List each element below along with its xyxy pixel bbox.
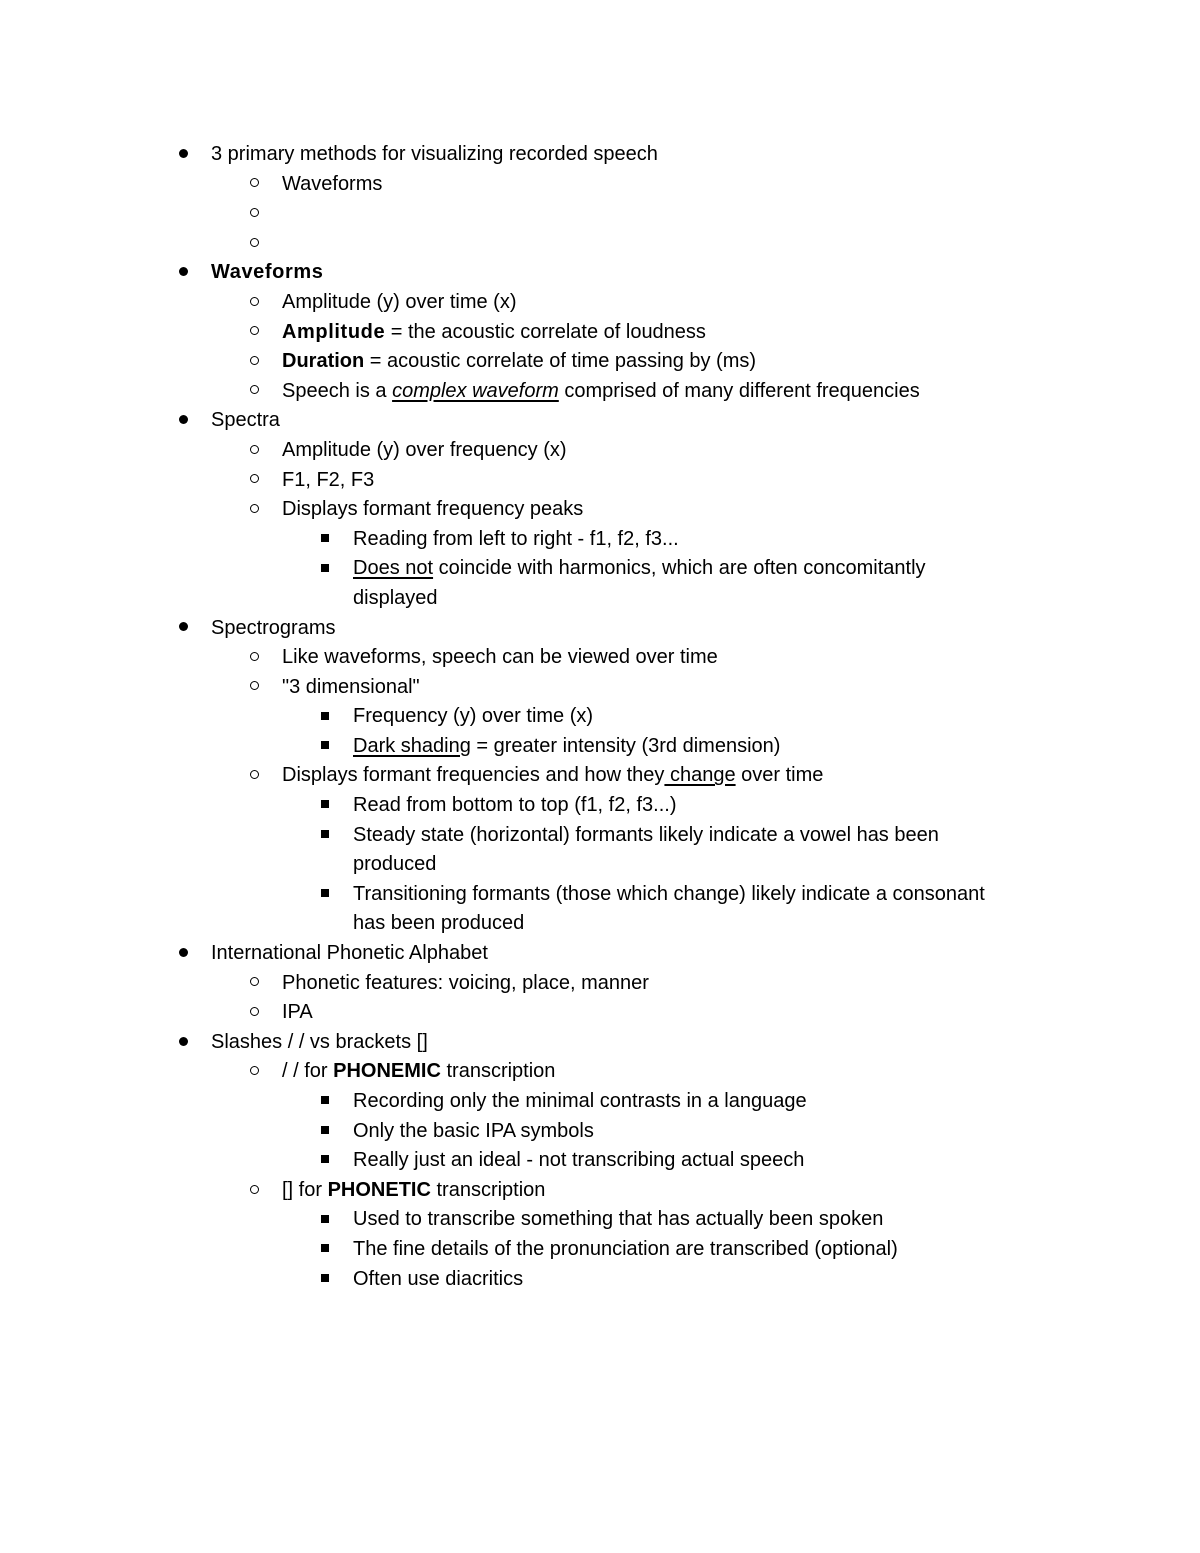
- list-item: [0, 406, 1200, 436]
- list-item: [0, 702, 1200, 732]
- item-text: Waveforms: [282, 172, 383, 195]
- item-text: Recording only the minimal contrasts in a language: [353, 1090, 807, 1112]
- bullet-square-icon: [316, 732, 334, 762]
- bullet-square-icon: [316, 1146, 334, 1176]
- item-text: = acoustic correlate of time passing by (ms): [364, 350, 757, 373]
- bullet-dot-icon: [174, 258, 192, 288]
- list-item: [0, 732, 1200, 762]
- bullet-square-icon: [316, 821, 334, 851]
- list-item: [0, 614, 1200, 644]
- bullet-ring-icon: [245, 643, 263, 673]
- item-text: / / for: [282, 1060, 334, 1083]
- item-text: Phonetic features: voicing, place, manner: [282, 971, 649, 994]
- list-item: [0, 969, 1200, 999]
- term-bold: PHONETIC: [327, 1178, 431, 1201]
- item-text: IPA: [282, 1001, 313, 1024]
- item-text: Amplitude (y) over time (x): [282, 290, 517, 313]
- bullet-ring-icon: [245, 673, 263, 703]
- bullet-dot-icon: [174, 939, 192, 969]
- list-item: [0, 1205, 1200, 1235]
- list-item: [0, 643, 1200, 673]
- bullet-ring-icon: [245, 288, 263, 318]
- list-item: [0, 288, 1200, 318]
- item-text: Spectrograms: [211, 616, 336, 639]
- bullet-square-icon: [316, 1235, 334, 1265]
- item-text: Like waveforms, speech can be viewed over time: [282, 646, 718, 669]
- item-text: Spectra: [211, 409, 280, 432]
- bullet-ring-icon: [245, 170, 263, 200]
- bullet-ring-icon: [245, 199, 263, 229]
- list-item: [0, 1146, 1200, 1176]
- bullet-ring-icon: [245, 229, 263, 259]
- list-item: [0, 170, 1200, 200]
- item-text: transcription: [430, 1178, 546, 1201]
- item-text: Used to transcribe something that has actually been spoken: [353, 1208, 884, 1231]
- item-text: Displays formant frequency peaks: [282, 498, 584, 521]
- list-item: [0, 673, 1200, 703]
- list-item-empty: [0, 199, 1200, 229]
- list-item: [0, 1117, 1200, 1147]
- term-underlined: Does not: [353, 557, 434, 580]
- list-item: [0, 1265, 1200, 1295]
- list-item: [0, 554, 1200, 584]
- item-text: "3 dimensional": [282, 675, 420, 698]
- item-text: coincide with harmonics, which are often concomitantly: [433, 557, 926, 580]
- list-item-continuation: [0, 850, 1200, 880]
- bullet-ring-icon: [245, 318, 263, 348]
- bullet-square-icon: [316, 791, 334, 821]
- bullet-ring-icon: [245, 377, 263, 407]
- item-text: produced: [353, 853, 437, 876]
- item-text: Displays formant frequencies and how they: [282, 764, 665, 787]
- list-item: [0, 998, 1200, 1028]
- list-item-continuation: [0, 584, 1200, 614]
- term-underlined: change: [664, 764, 736, 787]
- item-text: Steady state (horizontal) formants likely indicate a vowel has been: [353, 823, 939, 846]
- bullet-dot-icon: [174, 1028, 192, 1058]
- item-text: Only the basic IPA symbols: [353, 1119, 594, 1142]
- bullet-ring-icon: [245, 761, 263, 791]
- item-text: International Phonetic Alphabet: [211, 942, 488, 965]
- list-item: [0, 495, 1200, 525]
- item-text: Slashes / / vs brackets []: [211, 1030, 428, 1053]
- term-bold: Amplitude: [282, 320, 386, 343]
- list-item-continuation: [0, 909, 1200, 939]
- bullet-ring-icon: [245, 998, 263, 1028]
- item-text: transcription: [440, 1060, 556, 1083]
- bullet-ring-icon: [245, 495, 263, 525]
- bullet-ring-icon: [245, 969, 263, 999]
- term-underlined-italic: complex waveform: [392, 379, 559, 402]
- list-item: [0, 1087, 1200, 1117]
- list-item: [0, 436, 1200, 466]
- bullet-ring-icon: [245, 1176, 263, 1206]
- document-body: [0, 140, 1200, 1294]
- bullet-square-icon: [316, 554, 334, 584]
- bullet-ring-icon: [245, 1057, 263, 1087]
- list-item: [0, 377, 1200, 407]
- list-item: [0, 318, 1200, 348]
- list-item: [0, 140, 1200, 170]
- item-text: Read from bottom to top (f1, f2, f3...): [353, 794, 677, 817]
- term-bold: PHONEMIC: [333, 1060, 441, 1083]
- list-item: [0, 525, 1200, 555]
- term-underlined: Dark shading: [353, 734, 471, 757]
- item-text: Speech is a: [282, 379, 393, 402]
- bullet-dot-icon: [174, 614, 192, 644]
- item-text: over time: [735, 764, 824, 787]
- list-item: [0, 466, 1200, 496]
- list-item: [0, 821, 1200, 851]
- bullet-square-icon: [316, 880, 334, 910]
- item-text: F1, F2, F3: [282, 468, 375, 491]
- item-text: Frequency (y) over time (x): [353, 705, 594, 728]
- bullet-square-icon: [316, 1087, 334, 1117]
- bullet-square-icon: [316, 1117, 334, 1147]
- bullet-ring-icon: [245, 436, 263, 466]
- bullet-square-icon: [316, 702, 334, 732]
- list-item: [0, 791, 1200, 821]
- list-item: [0, 258, 1200, 288]
- list-item: [0, 1235, 1200, 1265]
- item-text: displayed: [353, 586, 438, 609]
- list-item: [0, 939, 1200, 969]
- item-text: [] for: [282, 1178, 328, 1201]
- item-text: = greater intensity (3rd dimension): [470, 734, 781, 757]
- item-text: Really just an ideal - not transcribing actual speech: [353, 1149, 805, 1172]
- item-text: The fine details of the pronunciation are transcribed (optional): [353, 1237, 898, 1260]
- item-text: = the acoustic correlate of loudness: [385, 320, 706, 343]
- bullet-square-icon: [316, 1265, 334, 1295]
- item-text: Amplitude (y) over frequency (x): [282, 438, 567, 461]
- list-item: [0, 1028, 1200, 1058]
- list-item: [0, 761, 1200, 791]
- item-text: 3 primary methods for visualizing recorded speech: [211, 143, 658, 165]
- list-item: [0, 347, 1200, 377]
- bullet-square-icon: [316, 525, 334, 555]
- item-text: comprised of many different frequencies: [558, 379, 920, 402]
- list-item: [0, 880, 1200, 910]
- item-text: Often use diacritics: [353, 1267, 524, 1290]
- bullet-dot-icon: [174, 406, 192, 436]
- list-item-empty: [0, 229, 1200, 259]
- bullet-square-icon: [316, 1205, 334, 1235]
- item-text: Transitioning formants (those which change) likely indicate a consonant: [353, 882, 985, 905]
- item-text: Reading from left to right - f1, f2, f3...: [353, 527, 679, 550]
- item-text: has been produced: [353, 912, 525, 935]
- item-heading-bold: Waveforms: [211, 261, 324, 284]
- term-bold: Duration: [282, 350, 365, 373]
- bullet-ring-icon: [245, 347, 263, 377]
- list-item: [0, 1176, 1200, 1206]
- bullet-ring-icon: [245, 466, 263, 496]
- bullet-dot-icon: [174, 140, 192, 170]
- list-item: [0, 1057, 1200, 1087]
